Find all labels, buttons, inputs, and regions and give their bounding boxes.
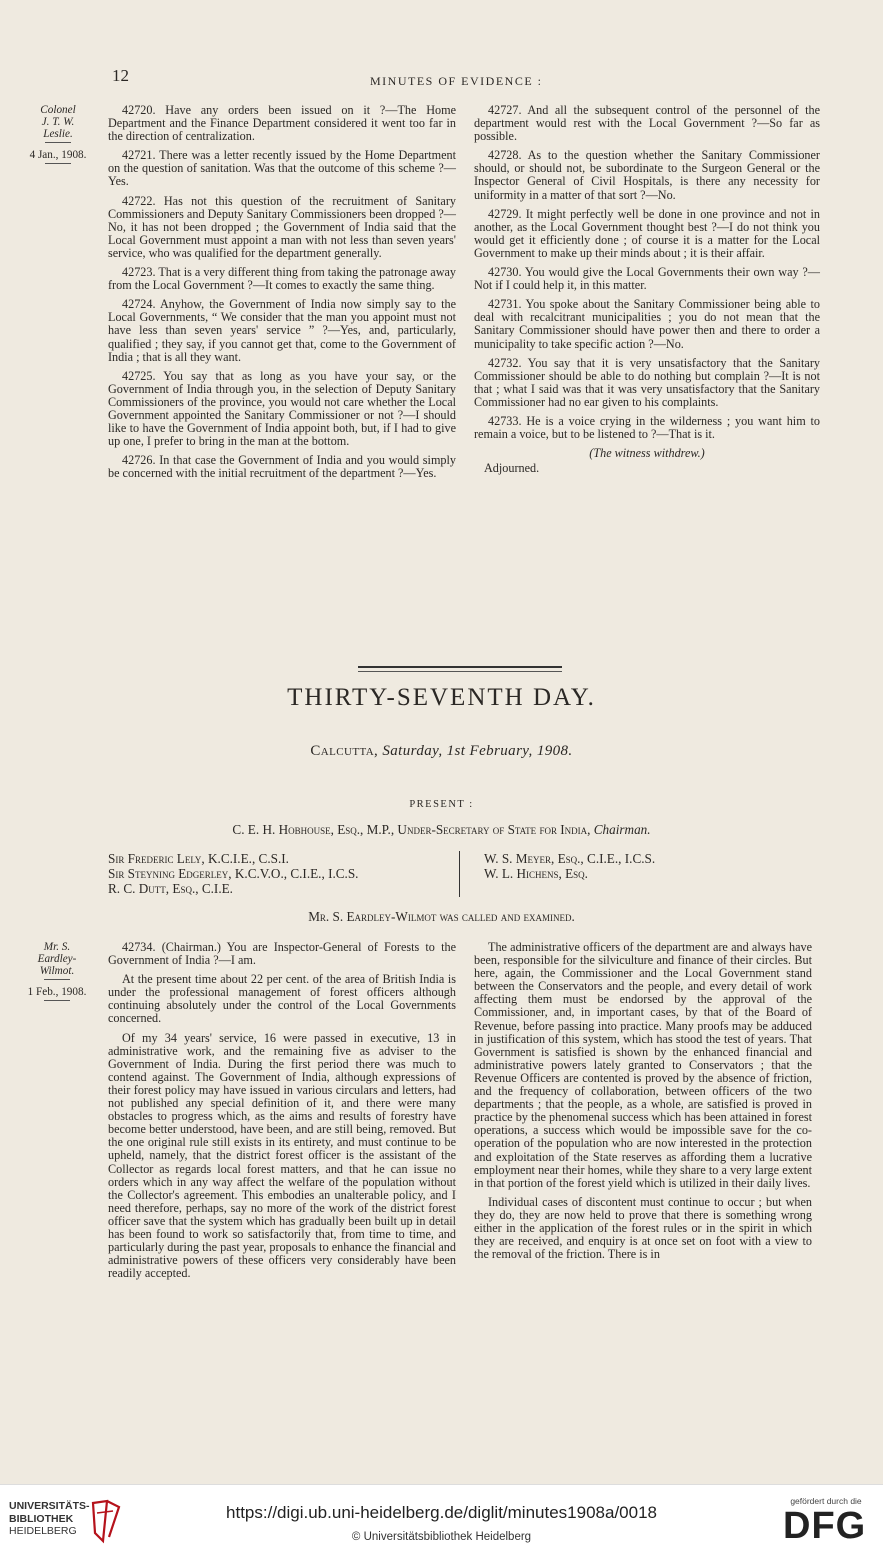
column-left-1 (108, 104, 456, 486)
witness-called: Mr. S. Eardley-Wilmot was called and examined. (308, 909, 575, 924)
library-name-line: UNIVERSITÄTS- (9, 1500, 90, 1512)
paragraph: 42729. It might perfectly well be done in one province and not in another, as the Local Government thought best ?—I do not think you would get it efficiently done ; of course it is a matter for the Local Government to make up their minds about ; it is their affair. (474, 206, 820, 260)
paragraph: 42727. And all the subsequent control of the personnel of the department would rest with the Local Government ?—So far as possible. (474, 103, 820, 144)
place-date-line (0, 743, 883, 760)
side-note-date: 1 Feb., 1908. (27, 986, 87, 998)
side-note-name-line: J. T. W. (41, 116, 75, 128)
members-divider (459, 851, 460, 897)
section-rule-thick (358, 666, 562, 668)
permalink-url[interactable]: https://digi.ub.uni-heidelberg.de/diglit/minutes1908a/0018 (226, 1503, 657, 1522)
side-note-name-line: Mr. S. (43, 941, 71, 953)
members-left (108, 851, 453, 896)
member: Sir Frederic Lely, K.C.I.E., C.S.I. (108, 851, 289, 866)
section-rule-thin (358, 671, 562, 672)
paragraph: 42728. As to the question whether the Sanitary Commissioner should, or should not, be subordinate to the Surgeon General or the Inspector General of Civil Hospitals, is there any necessity for uniformity in a matter of that sort ?—No. (474, 148, 820, 202)
paragraph: 42724. Anyhow, the Government of India now simply say to the Local Governments, “ We consider that the man you appoint must not have less than seven years' service ” ?—Yes, and, particularly, qualified ; they say, if you cannot get that, come to the Government of India ; that is all they want. (108, 297, 456, 364)
place: Calcutta, (310, 743, 379, 759)
paragraph: The administrative officers of the department are and always have been, responsible for the silviculture and finance of their circles. But here, again, the Commissioner and the Local Government stand between the Conservators and the people, and every detail of work affecting them must be endorsed by the approval of the Commissioner, and, in important cases, by that of the Board of Revenue, before passing into practice. Many proofs may be adduced in justification of this system, which has stood the test of years. That Government is satisfied is shown by the enhanced financial and administrative powers lately granted to Conservators ; that the Revenue Officers are contented is proved by the absence of friction, and the frequency of collaboration, between officers of the two departments ; that the people, as a whole, are satisfied is proved in practice by the phenomenal success which has been attained in forest operations, a success which would be impossible save for the co-operation of the population who are now interested in the protection and exploitation of the State reserves as affording them a lucrative employment near their homes, while they share to a very large extent in that portion of the forest yield which is utilized in their daily lives. (474, 940, 812, 1190)
date-line: Saturday, 1st February, 1908. (382, 743, 573, 759)
side-note-witness-2 (22, 941, 92, 1003)
dfg-logo: DFG (783, 1505, 867, 1547)
copyright: © Universitätsbibliothek Heidelberg (351, 1531, 532, 1543)
paragraph: 42730. You would give the Local Governments their own way ?—Not if I could help it, in this matter. (474, 265, 820, 293)
member: R. C. Dutt, Esq., C.I.E. (108, 881, 233, 896)
page-number: 12 (112, 66, 129, 85)
present-label: PRESENT : (409, 799, 474, 810)
column-right-1 (474, 104, 820, 475)
side-note-name-line: Leslie. (43, 128, 73, 140)
day-heading: THIRTY-SEVENTH DAY. (287, 684, 596, 711)
adjourned: Adjourned. (484, 461, 540, 476)
paragraph: 42720. Have any orders been issued on it ?—The Home Department and the Finance Department considered it went too far in the direction of centralization. (108, 103, 456, 144)
column-left-2 (108, 941, 456, 1286)
library-name-line: HEIDELBERG (9, 1525, 77, 1537)
side-note-divider (44, 979, 70, 980)
paragraph: 42731. You spoke about the Sanitary Commissioner being able to deal with recalcitrant municipalities ; you do not mean that the Sanitary Commissioner should have power then and there to order a municipality to take specific action ?—No. (474, 297, 820, 351)
side-note-divider (44, 1000, 70, 1001)
funded-by-label: gefördert durch die (790, 1496, 862, 1506)
paragraph: 42726. In that case the Government of India and you would simply be concerned with the initial recruitment of the department ?—Yes. (108, 453, 456, 481)
side-note-name-line: Eardley- (37, 953, 77, 965)
paragraph: Individual cases of discontent must continue to occur ; but when they do, they are now held to prove that there is something wrong either in the application of the forest rules or in the spirit in which they are received, and enquiry is at once set on foot with a view to the removal of the friction. There is in (474, 1194, 812, 1262)
chairman-role: Chairman. (593, 822, 651, 837)
member: Sir Steyning Edgerley, K.C.V.O., C.I.E., I.C.S. (108, 866, 359, 881)
side-note-name-line: Wilmot. (39, 965, 75, 977)
witness-withdrew: (The witness withdrew.) (589, 446, 705, 461)
members-right (484, 851, 784, 881)
side-note-witness-1 (26, 104, 90, 166)
paragraph: 42725. You say that as long as you have your say, or the Government of India through you, in the selection of Deputy Sanitary Commissioners of the province, you would not care whether the Local Government appointed the Sanitary Commissioner or not ?—I should like to have the Government of India appoint both, but, if I had to give up one, I prefer to bring in the man at the bottom. (108, 368, 456, 449)
paragraph: Of my 34 years' service, 16 were passed in executive, 13 in administrative work, and the remaining five as adviser to the Government of India. During the first period there was much to contend against. The Government of India, although expressions of their forest policy may have issued in various circulars and letters, had not published any special definition of it, and there were many obstacles to progress which, as the aims and results of forestry have become better understood, have been, and are still being, removed. But the one original rule still exists in its entirety, and must continue to be upheld, namely, that the district forest officer is the assistant of the Collector as regards local forest matters, and that he can issue no orders which in any way affect the welfare of the population without the Collector's agreement. This embodies an unalterable policy, and I need therefore, perhaps, say no more of the work of the district forest officer save that the system which has gradually been built up in detail has been found to work so satisfactorily that, from time to time, and particularly during the past year, proposals to enhance the financial and administrative powers of these officers very considerably have been readily accepted. (108, 1030, 456, 1281)
paragraph: 42734. (Chairman.) You are Inspector-General of Forests to the Government of India ?—I am. (108, 940, 456, 968)
paragraph: 42721. There was a letter recently issued by the Home Department on the question of sanitation. Was that the outcome of this scheme ?—Yes. (108, 148, 456, 189)
paragraph: 42733. He is a voice crying in the wilderness ; you want him to remain a voice, but to be listened to ?—That is it. (474, 413, 820, 442)
paragraph: At the present time about 22 per cent. of the area of British India is under the professional management of forest officers although continuing absolutely under the control of the Local Governments concerned. (108, 972, 456, 1026)
column-right-2 (474, 941, 812, 1267)
side-note-name-line: Colonel (40, 104, 76, 116)
chairman-line (0, 822, 883, 838)
side-note-divider (45, 163, 71, 164)
paragraph: 42732. You say that it is very unsatisfactory that the Sanitary Commissioner should be able to do nothing but complain ?—It is not that ; what I said was that it was very unsatisfactory that the Sanitary Commissioner had no ear given to his complaints. (474, 355, 820, 409)
paragraph: 42722. Has not this question of the recruitment of Sanitary Commissioners and Deputy Sanitary Commissioners been dropped ?—No, it has not been dropped ; the Government of India said that the Local Government must appoint a man with not less than seven years' service, who was qualified for the department generally. (108, 193, 456, 260)
chairman-name: C. E. H. Hobhouse, Esq., M.P., Under-Secretary of State for India, (232, 822, 591, 837)
member: W. L. Hichens, Esq. (484, 866, 588, 881)
side-note-date: 4 Jan., 1908. (29, 149, 87, 161)
library-name-line: BIBLIOTHEK (9, 1512, 74, 1525)
running-head: MINUTES OF EVIDENCE : (370, 74, 543, 88)
side-note-divider (45, 142, 71, 143)
member: W. S. Meyer, Esq., C.I.E., I.C.S. (484, 851, 656, 866)
paragraph: 42723. That is a very different thing from taking the patronage away from the Local Government ?—It comes to exactly the same thing. (108, 265, 456, 293)
